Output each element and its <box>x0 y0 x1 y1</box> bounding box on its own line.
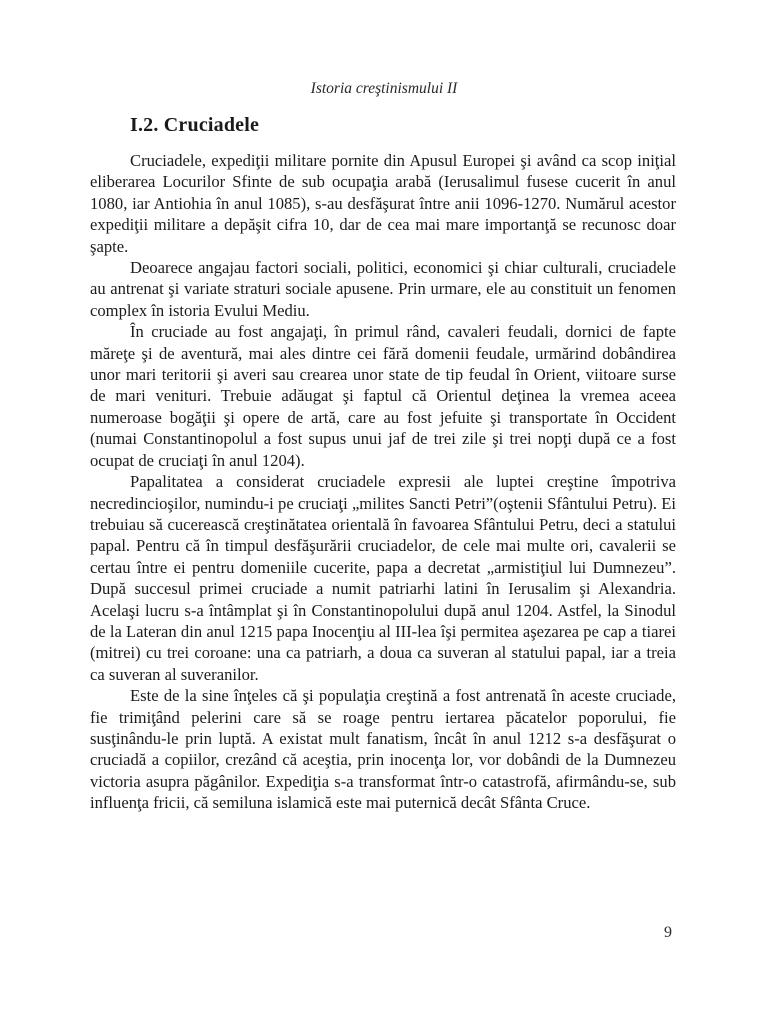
body-text <box>90 150 676 814</box>
paragraph: Deoarece angajau factori sociali, politici, economici şi chiar culturali, cruciadele au antrenat şi variate straturi sociale apusene. Prin urmare, ele au constituit un fenomen complex în istoria Evului Mediu. <box>90 258 676 320</box>
paragraph: Cruciadele, expediţii militare pornite din Apusul Europei şi având ca scop iniţial eliberarea Locurilor Sfinte de sub ocupaţia arabă (Ierusalimul fusese cucerit în anul 1080, iar Antiohia în anul 1085), s-au desfăşurat între anii 1096-1270. Numărul acestor expediţii militare a depăşit cifra 10, dar de cea mai mare importanţă se recunosc doar şapte. <box>90 151 676 256</box>
page-number: 9 <box>664 924 672 941</box>
paragraph: În cruciade au fost angajaţi, în primul rând, cavaleri feudali, dornici de fapte măreţe şi de aventură, mai ales dintre cei fără domenii feudale, urmărind dobândirea unor mari teritorii şi averi sau crearea unor state de tip feudal în Orient, viitoare surse de mari venituri. Trebuie adăugat şi faptul că Orientul deţinea la vremea aceea numeroase bogăţii şi opere de artă, care au fost jefuite şi transportate în Occident (numai Constantinopolul a fost supus unui jaf de trei zile şi trei nopţi după ce a fost ocupat de cruciaţi în anul 1204). <box>90 322 676 470</box>
running-header: Istoria creştinismului II <box>310 80 458 97</box>
paragraph: Papalitatea a considerat cruciadele expresii ale luptei creştine împotriva necredincioşilor, numindu-i pe cruciaţi „milites Sancti Petri”(oştenii Sfântului Petru). Ei trebuiau să cucerească creştinătatea orientală în favoarea Sfântului Petru, deci a statului papal. Pentru că în timpul desfăşurării cruciadelor, de cele mai multe ori, cavalerii se certau între ei pentru domeniile cucerite, papa a decretat „armistiţiul lui Dumnezeu”. După succesul primei cruciade a numit patriarhi latini în Ierusalim şi Alexandria. Acelaşi lucru s-a întâmplat şi în Constantinopolului după anul 1204. Astfel, la Sinodul de la Lateran din anul 1215 papa Inocenţiu al III-lea îşi permitea aşezarea pe cap a tiarei (mitrei) cu trei coroane: una ca patriarh, a doua ca suveran al statului papal, iar a treia ca suveran al suveranilor. <box>90 472 676 684</box>
paragraph: Este de la sine înţeles că şi populaţia creştină a fost antrenată în aceste cruciade, fie trimiţând pelerini care să se roage pentru iertarea păcatelor poporului, fie susţinându-le prin luptă. A existat mult fanatism, încât în anul 1212 s-a desfăşurat o cruciadă a copiilor, crezând că aceştia, prin inocenţa lor, vor dobândi de la Dumnezeu victoria asupra păgânilor. Expediţia s-a transformat într-o catastrofă, afirmându-se, sub influenţa fricii, că semiluna islamică este mai puternică decât Sfânta Cruce. <box>90 686 676 813</box>
chapter-title: I.2. Cruciadele <box>130 114 260 136</box>
